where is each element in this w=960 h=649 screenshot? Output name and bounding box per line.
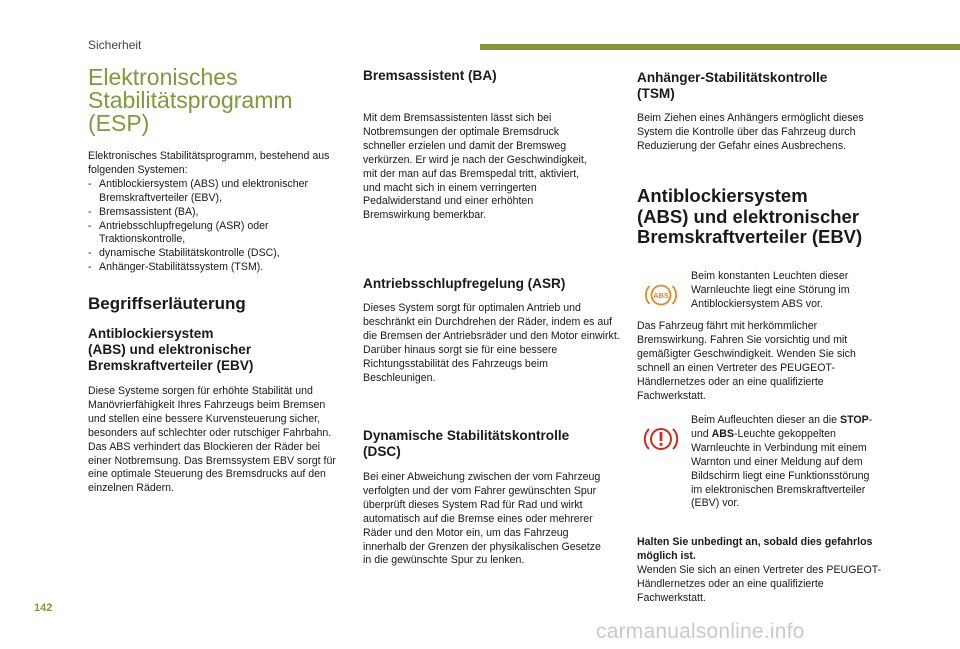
stop-text-mid: - und [691, 414, 873, 440]
list-item: - Bremsassistent (BA), [88, 206, 342, 220]
section-label: Sicherheit [88, 38, 142, 52]
stop-text-pre: Beim Aufleuchten dieser an die [691, 414, 840, 426]
esp-intro: Elektronisches Stabilitätsprogramm, bestehend aus folgenden Systemen: [88, 150, 330, 176]
terms-abs-heading-line-2: (ABS) und elektronischer [88, 341, 252, 357]
tsm-text: Beim Ziehen eines Anhängers ermöglicht dieses System die Kontrolle über das Fahrzeug durch Reduzierung der Gefahr eines Ausbrechens. [637, 112, 864, 152]
tsm-heading-line-1: Anhänger-Stabilitätskontrolle [637, 70, 828, 85]
esp-intro-block [88, 150, 342, 275]
abs-section-heading-line-2: (ABS) und elektronischer [637, 205, 860, 227]
esp-title-line-2: Stabilitätsprogramm [88, 87, 293, 113]
page-number: 142 [34, 602, 53, 614]
abs-section-heading-line-3: Bremskraftverteiler (EBV) [637, 226, 863, 247]
terms-abs-heading [88, 326, 338, 373]
stop-note: Halten Sie unbedingt an, sobald dies gefahrlos möglich ist. [637, 536, 873, 562]
terms-heading: Begriffserläuterung [88, 294, 246, 313]
list-item: - Antiblockiersystem (ABS) und elektronischer Bremskraftverteiler (EBV), [88, 178, 342, 206]
esp-title [88, 66, 338, 135]
stop-text-post: -Leuchte gekoppelten Warnleuchte in Verbindung mit einem Warnton und einer Meldung auf dem Bildschirm liegt eine Funktionsstörung im elektronischen Bremskraftverteiler (EBV) vor. [691, 427, 870, 510]
list-item: - Antriebsschlupfregelung (ASR) oder Traktionskontrolle, [88, 220, 342, 248]
list-item: - dynamische Stabilitätskontrolle (DSC), [88, 247, 342, 261]
esp-systems-list [88, 178, 342, 275]
terms-abs-heading-line-3: Bremskraftverteiler (EBV) [88, 357, 254, 373]
dsc-heading-line-2: (DSC) [363, 443, 401, 459]
watermark: carmanualsonline.info [596, 620, 805, 643]
ba-text: Mit dem Bremsassistenten lässt sich bei Notbremsungen der optimale Bremsdruck schneller erzielen und damit der Bremsweg verkürzen. Er wird je nach der Geschwindigkeit, mit der man auf das Bremspedal tritt, aktiviert, und macht sich in einem verringerten Pedalwiderstand und einer erhöhten Bremswirkung bemerkbar. [363, 112, 587, 222]
brake-warning-icon [643, 423, 679, 455]
final-text: Wenden Sie sich an einen Vertreter des PEUGEOT-Händlernetzes oder an eine qualifizierte Fachwerkstatt. [637, 564, 882, 604]
abs-icon-label: ABS [653, 291, 669, 300]
abs-section-heading [637, 186, 882, 248]
dsc-heading [363, 428, 621, 460]
tsm-heading-line-2: (TSM) [637, 85, 675, 101]
abs-word: ABS [711, 427, 734, 440]
header-accent-bar [480, 44, 960, 50]
stop-warning-text [691, 414, 883, 511]
terms-abs-heading-line-1: Antiblockiersystem [88, 326, 214, 341]
dsc-heading-line-1: Dynamische Stabilitätskontrolle [363, 428, 570, 443]
abs-paragraph: Das Fahrzeug fährt mit herkömmlicher Bremswirkung. Fahren Sie vorsichtig und mit gemäßigter Geschwindigkeit. Wenden Sie sich schnell an einen Vertreter des PEUGEOT-Händlernetzes oder an eine qualifizierte Fachwerkstatt. [637, 320, 856, 402]
terms-abs-text: Diese Systeme sorgen für erhöhte Stabilität und Manövrierfähigkeit Ihres Fahrzeugs beim Bremsen und stellen eine bessere Kurvensteuerung sicher, besonders auf schlechter oder rutschiger Fahrbahn. Das ABS verhindert das Blockieren der Räder bei einer Notbremsung. Das Bremssystem EBV sorgt für eine optimale Steuerung des Bremsdrucks auf den einzelnen Rädern. [88, 385, 336, 495]
list-item: - Anhänger-Stabilitätssystem (TSM). [88, 261, 342, 275]
stop-word: STOP [840, 414, 869, 426]
abs-warning-text: Beim konstanten Leuchten dieser Warnleuchte liegt eine Störung im Antiblockiersystem ABS vor. [691, 270, 850, 310]
esp-title-line-1: Elektronisches [88, 64, 238, 90]
abs-warning-icon [643, 280, 679, 310]
tsm-heading [637, 70, 882, 102]
asr-heading: Antriebsschlupfregelung (ASR) [363, 276, 566, 291]
abs-section-heading-line-1: Antiblockiersystem [637, 185, 808, 206]
esp-title-line-3: (ESP) [88, 110, 150, 136]
dsc-text: Bei einer Abweichung zwischen der vom Fahrzeug verfolgten und der vom Fahrer gewünschten Spur überprüft dieses System Rad für Rad und wirkt automatisch auf die Bremse eines oder mehrerer Räder und den Motor ein, um das Fahrzeug innerhalb der Grenzen der physikalischen Gesetze in die gewünschte Spur zu lenken. [363, 471, 601, 567]
ba-heading: Bremsassistent (BA) [363, 68, 497, 83]
asr-text: Dieses System sorgt für optimalen Antrieb und beschränkt ein Durchdrehen der Räder, indem es auf die Bremsen der Antriebsräder und den Motor einwirkt. Darüber hinaus sorgt sie für eine bessere Richtungsstabilität des Fahrzeugs beim Beschleunigen. [363, 302, 620, 384]
